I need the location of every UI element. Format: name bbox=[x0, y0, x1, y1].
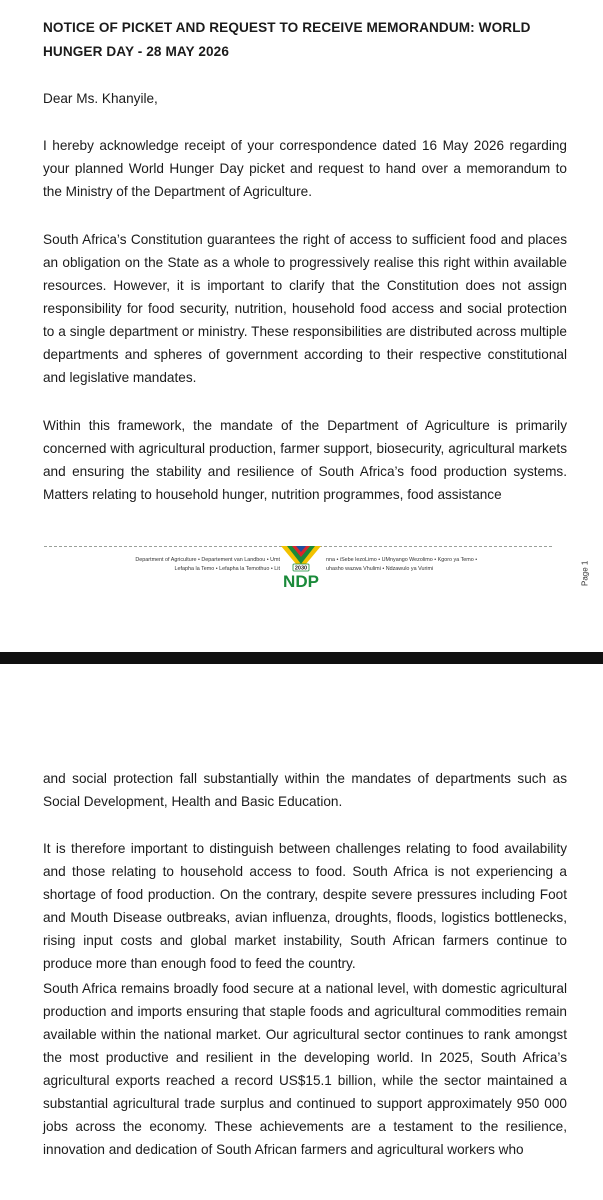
footer-right-line-2: uhasho wazwa Vhulimi • Ndzawulo ya Vurimi bbox=[326, 566, 434, 572]
footer-right-line-1: nna • iSebe lezoLimo • UMnyango Wezolimo • Kgoro ya Temo • bbox=[326, 557, 478, 563]
logo-text: NDP bbox=[283, 572, 319, 591]
page-separator bbox=[0, 652, 603, 664]
salutation: Dear Ms. Khanyile, bbox=[43, 91, 158, 106]
letter-heading: NOTICE OF PICKET AND REQUEST TO RECEIVE MEMORANDUM: WORLD HUNGER DAY - 28 MAY 2026 bbox=[43, 20, 531, 59]
footer-left-line-2: Lefapha la Temo • Lefapha la Temothuo • Lit bbox=[174, 566, 280, 572]
paragraph-constitution: South Africa’s Constitution guarantees the right of access to sufficient food and places an obligation on the State as a whole to progressively realise this right within available resources. However, it is important to clarify that the Constitution does not assign responsibility for food security, nutrition, household food access and social protection to a single department or ministry. These responsibilities are distributed across multiple departments and spheres of government according to their respective constitutional and legislative mandates. bbox=[43, 232, 567, 385]
footer-department-names-right bbox=[326, 556, 526, 574]
ndp-2030-logo bbox=[275, 540, 327, 592]
footer-department-names-left bbox=[88, 556, 280, 574]
paragraph-mandate: Within this framework, the mandate of the Department of Agriculture is primarily concerned with agricultural production, farmer support, biosecurity, agricultural markets and ensuring the stability and resilience of South Africa’s food production systems. Matters relating to household hunger, nutrition programmes, food assistance bbox=[43, 418, 567, 502]
letter-page-2 bbox=[0, 664, 603, 1200]
paragraph-food-secure: South Africa remains broadly food secure at a national level, with domestic agricultural production and imports ensuring that staple foods and agricultural commodities remain available within the national market. Our agricultural sector continues to rank amongst the most productive and resilient in the developing world. In 2025, South Africa’s agricultural exports reached a record US$15.1 billion, while the sector maintained a substantial agricultural trade surplus and continued to support approximately 950 000 jobs across the economy. These achievements are a testament to the resilience, innovation and dedication of South African farmers and agricultural workers who bbox=[43, 981, 567, 1157]
page-number: Page 1 bbox=[580, 560, 590, 586]
logo-year: 2030 bbox=[294, 565, 308, 572]
paragraph-acknowledgement: I hereby acknowledge receipt of your correspondence dated 16 May 2026 regarding your planned World Hunger Day picket and request to hand over a memorandum to the Ministry of the Department of Agriculture. bbox=[43, 138, 567, 199]
paragraph-social-protection: and social protection fall substantially within the mandates of departments such as Social Development, Health and Basic Education. bbox=[43, 771, 567, 809]
footer-left-line-1: Department of Agriculture • Departement van Landbou • Umt bbox=[135, 557, 280, 563]
paragraph-food-availability: It is therefore important to distinguish between challenges relating to food availability and those relating to household access to food. South Africa is not experiencing a shortage of food production. On the contrary, despite severe pressures including Foot and Mouth Disease outbreaks, avian influenza, droughts, floods, logistics bottlenecks, rising input costs and global market instability, South African farmers continue to produce more than enough food to feed the country. bbox=[43, 841, 567, 971]
